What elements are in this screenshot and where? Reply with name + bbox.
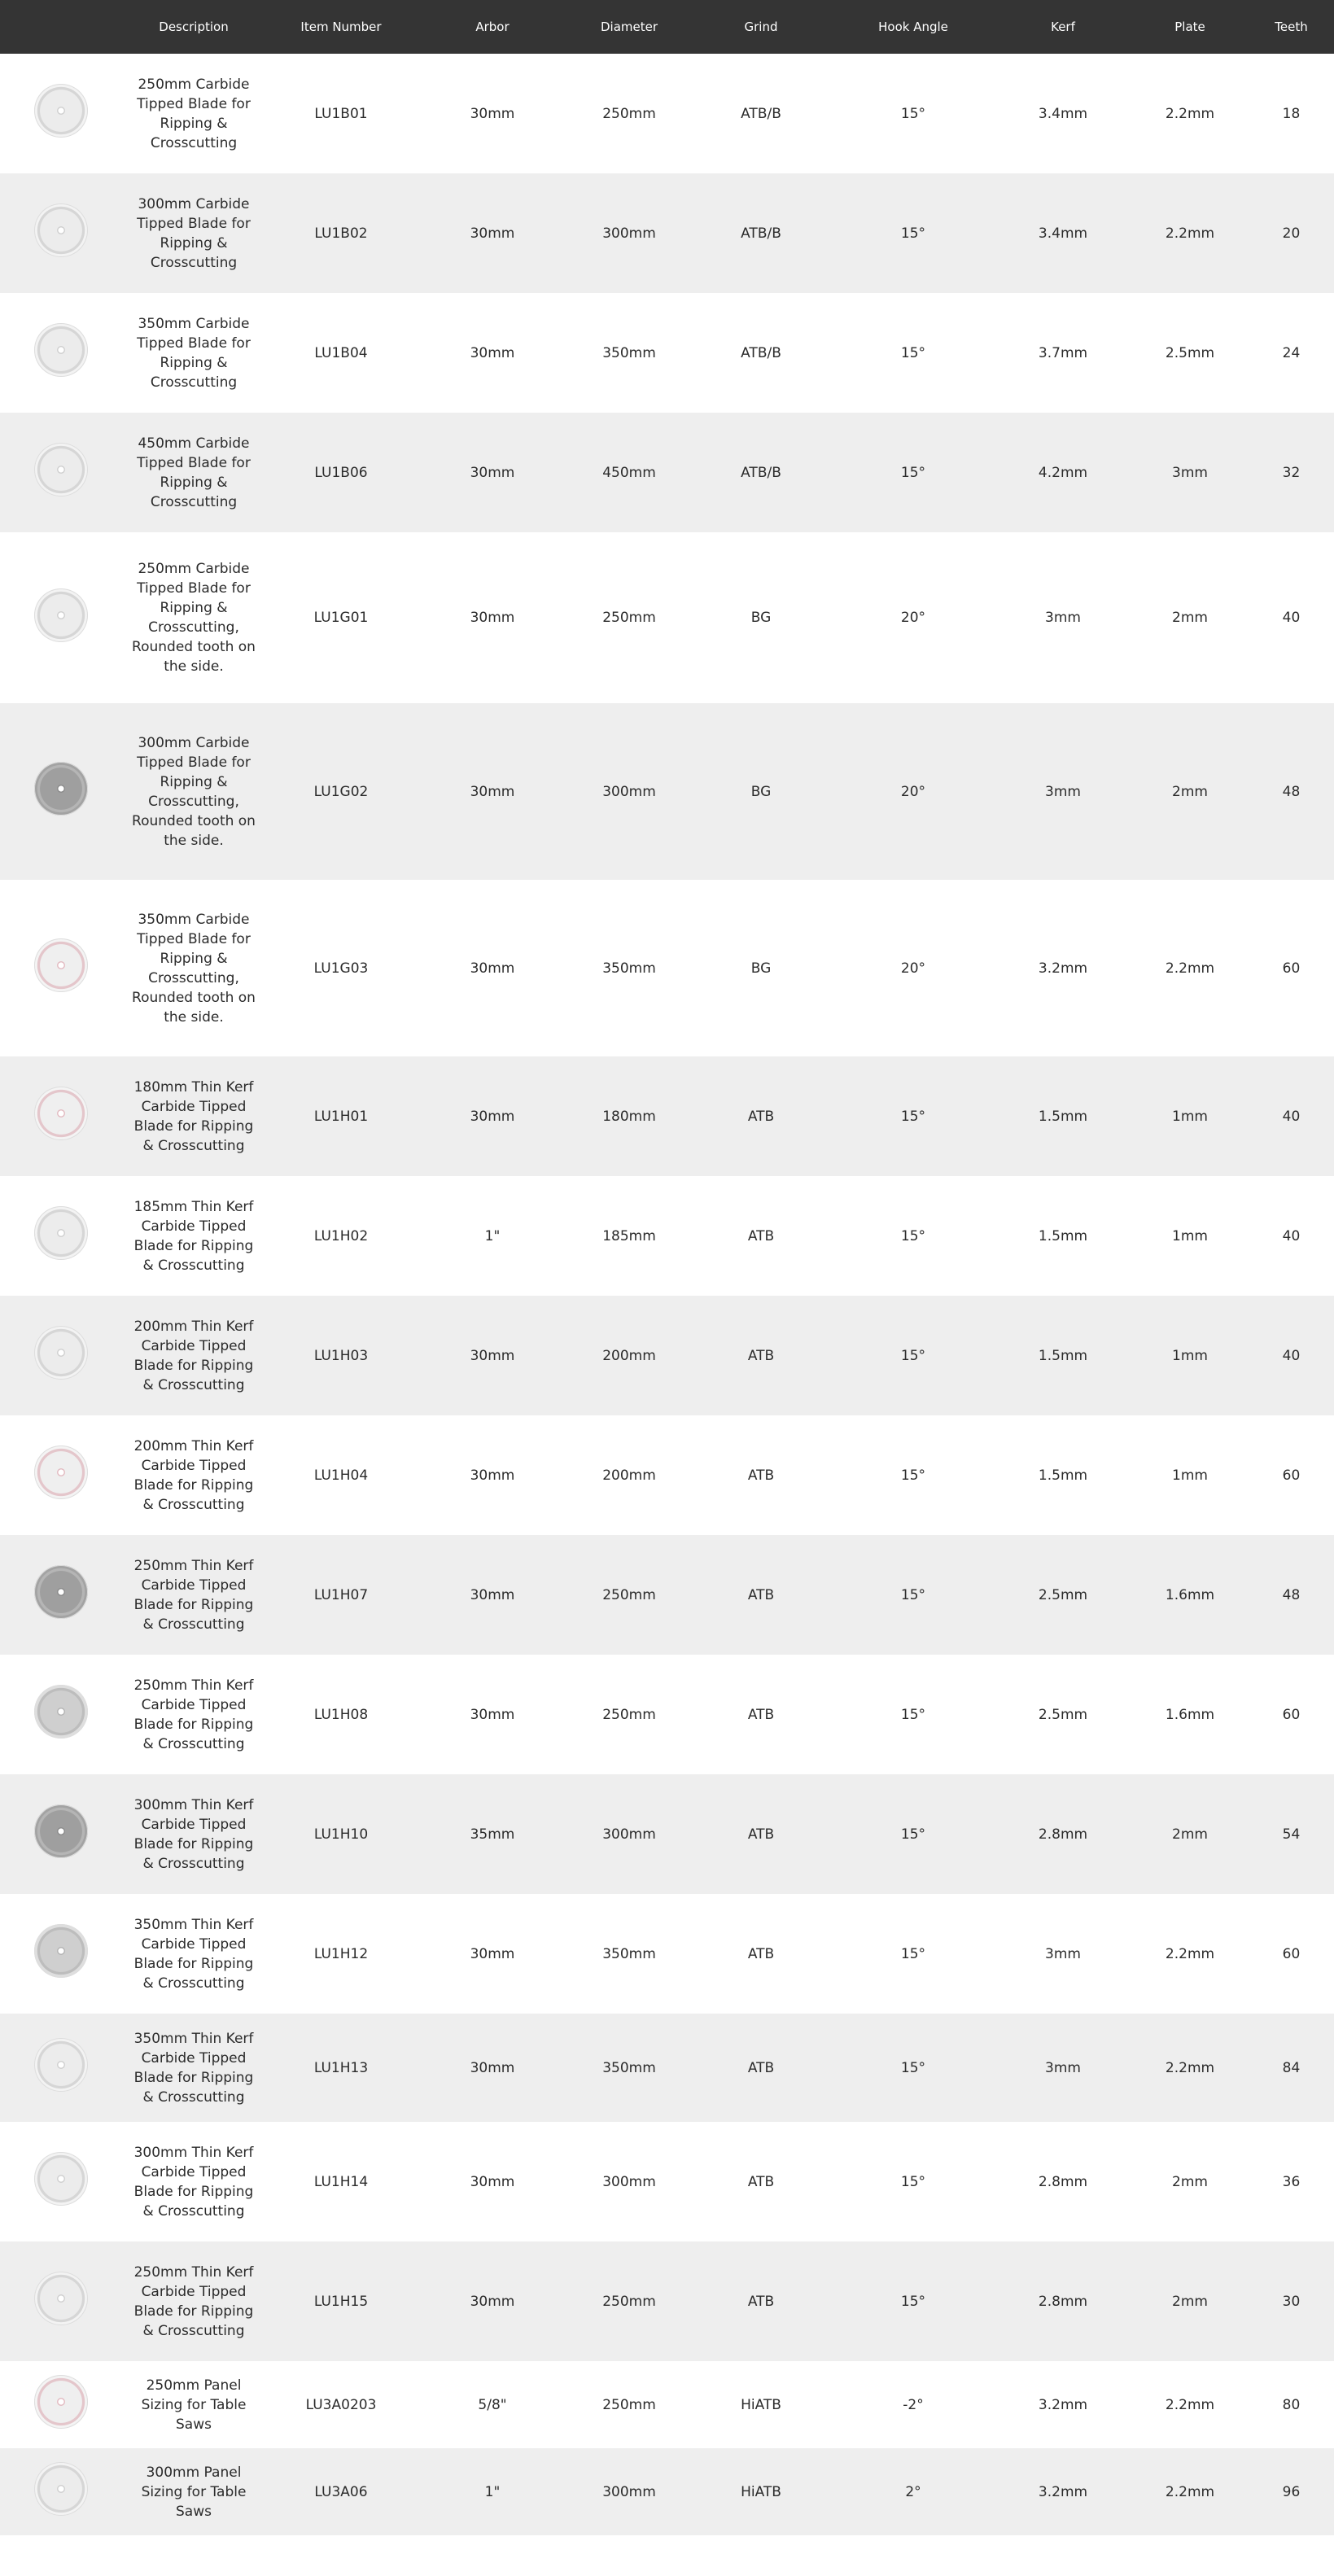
cell-diameter: 450mm	[568, 413, 690, 532]
cell-plate: 2.2mm	[1165, 105, 1215, 122]
cell-grind: HiATB	[690, 2448, 832, 2535]
cell-diameter: 350mm	[602, 960, 656, 977]
cell-description: 250mm Thin Kerf Carbide Tipped Blade for Ripping & Crosscutting	[133, 1677, 254, 1752]
table-row[interactable]	[0, 2448, 1334, 2535]
cell-teeth: 20	[1249, 173, 1334, 293]
cell-diameter: 185mm	[602, 1227, 656, 1244]
saw-blade-icon[interactable]	[34, 323, 88, 377]
cell-grind: ATB/B	[690, 173, 832, 293]
cell-diameter: 300mm	[568, 703, 690, 880]
cell-kerf: 1.5mm	[995, 1296, 1131, 1415]
cell-plate: 1mm	[1131, 1056, 1249, 1176]
cell-grind: ATB	[690, 2241, 832, 2361]
cell-hook-angle: 15°	[832, 1056, 995, 1176]
saw-blade-icon[interactable]	[34, 2038, 88, 2092]
cell-diameter: 300mm	[568, 173, 690, 293]
saw-blade-icon[interactable]	[34, 1924, 88, 1978]
table-row[interactable]	[0, 413, 1334, 532]
cell-image	[0, 2361, 122, 2448]
col-teeth: Teeth	[1249, 0, 1334, 54]
cell-diameter: 250mm	[602, 1706, 656, 1723]
cell-kerf: 4.2mm	[995, 413, 1131, 532]
cell-teeth: 36	[1282, 2173, 1301, 2190]
cell-image	[0, 1535, 122, 1655]
cell-teeth: 80	[1282, 2396, 1301, 2413]
cell-image	[0, 1176, 122, 1296]
cell-plate: 1mm	[1131, 1296, 1249, 1415]
cell-plate: 1mm	[1172, 1227, 1208, 1244]
cell-kerf: 1.5mm	[1038, 1227, 1088, 1244]
cell-grind: ATB	[747, 1227, 775, 1244]
cell-item-number: LU1B04	[314, 344, 368, 361]
saw-blade-icon[interactable]	[34, 1685, 88, 1738]
table-row[interactable]	[0, 1415, 1334, 1535]
cell-grind: ATB	[747, 1467, 775, 1484]
cell-plate: 2.2mm	[1131, 173, 1249, 293]
cell-plate: 2mm	[1172, 2173, 1208, 2190]
saw-blade-icon[interactable]	[34, 1326, 88, 1380]
cell-arbor: 30mm	[470, 344, 515, 361]
saw-blade-icon[interactable]	[34, 2272, 88, 2325]
cell-description: 200mm Thin Kerf Carbide Tipped Blade for Ripping & Crosscutting	[122, 1296, 265, 1415]
cell-arbor: 30mm	[470, 960, 515, 977]
cell-arbor: 30mm	[417, 173, 568, 293]
col-diameter: Diameter	[568, 0, 690, 54]
cell-item-number: LU1H15	[265, 2241, 417, 2361]
saw-blade-icon[interactable]	[34, 443, 88, 496]
cell-description: 350mm Carbide Tipped Blade for Ripping & Crosscutting	[137, 315, 251, 391]
cell-arbor: 1"	[417, 2448, 568, 2535]
table-row[interactable]	[0, 1296, 1334, 1415]
cell-hook-angle: 15°	[832, 173, 995, 293]
cell-teeth: 40	[1282, 610, 1301, 626]
cell-plate: 1.6mm	[1131, 1535, 1249, 1655]
cell-plate: 2.5mm	[1165, 344, 1215, 361]
table-row[interactable]	[0, 1774, 1334, 1894]
cell-item-number: LU1H10	[265, 1774, 417, 1894]
cell-description: 250mm Thin Kerf Carbide Tipped Blade for Ripping & Crosscutting	[122, 1535, 265, 1655]
cell-plate: 2.2mm	[1131, 2448, 1249, 2535]
table-row[interactable]	[0, 1655, 1334, 1774]
cell-item-number: LU1H12	[313, 1945, 369, 1962]
cell-image	[0, 173, 122, 293]
cell-arbor: 30mm	[417, 1535, 568, 1655]
cell-plate: 2.2mm	[1165, 1945, 1215, 1962]
cell-grind: ATB/B	[741, 105, 781, 122]
cell-grind: HiATB	[741, 2396, 781, 2413]
cell-hook-angle: 15°	[832, 2014, 995, 2122]
table-row[interactable]	[0, 173, 1334, 293]
cell-plate: 3mm	[1131, 413, 1249, 532]
cell-plate: 1mm	[1172, 1467, 1208, 1484]
cell-grind: ATB	[747, 1706, 775, 1723]
cell-grind: ATB	[690, 1774, 832, 1894]
cell-arbor: 1"	[484, 1227, 501, 1244]
cell-image	[0, 2448, 122, 2535]
cell-description: 250mm Carbide Tipped Blade for Ripping & Crosscutting	[137, 76, 251, 151]
cell-kerf: 2.5mm	[995, 1535, 1131, 1655]
cell-image	[0, 1056, 122, 1176]
cell-hook-angle: 15°	[900, 1706, 926, 1723]
cell-kerf: 3.2mm	[995, 2448, 1131, 2535]
col-hook-angle: Hook Angle	[832, 0, 995, 54]
cell-description: 180mm Thin Kerf Carbide Tipped Blade for Ripping & Crosscutting	[122, 1056, 265, 1176]
saw-blade-icon[interactable]	[34, 1445, 88, 1499]
cell-diameter: 300mm	[602, 2173, 656, 2190]
cell-arbor: 30mm	[417, 413, 568, 532]
cell-kerf: 1.5mm	[995, 1056, 1131, 1176]
cell-kerf: 2.8mm	[1038, 2173, 1088, 2190]
cell-kerf: 2.5mm	[1038, 1706, 1088, 1723]
cell-grind: ATB/B	[690, 413, 832, 532]
cell-description: 250mm Carbide Tipped Blade for Ripping & Crosscutting, Rounded tooth on the side.	[132, 561, 256, 675]
cell-hook-angle: 15°	[900, 1227, 926, 1244]
cell-item-number: LU1G01	[313, 610, 369, 626]
cell-description: 300mm Carbide Tipped Blade for Ripping & Crosscutting, Rounded tooth on the side.	[122, 703, 265, 880]
table-header	[0, 0, 1334, 54]
cell-grind: BG	[750, 960, 772, 977]
cell-image	[0, 1774, 122, 1894]
cell-description: 350mm Thin Kerf Carbide Tipped Blade for Ripping & Crosscutting	[122, 2014, 265, 2122]
cell-grind: BG	[750, 610, 772, 626]
cell-hook-angle: 2°	[832, 2448, 995, 2535]
cell-arbor: 30mm	[417, 1296, 568, 1415]
cell-item-number: LU1H01	[265, 1056, 417, 1176]
cell-hook-angle: 15°	[832, 1774, 995, 1894]
saw-blade-icon[interactable]	[34, 762, 88, 816]
cell-arbor: 30mm	[470, 1467, 515, 1484]
cell-teeth: 30	[1249, 2241, 1334, 2361]
cell-image	[0, 1415, 122, 1535]
cell-teeth: 60	[1282, 1706, 1301, 1723]
cell-grind: ATB	[690, 2014, 832, 2122]
saw-blade-icon[interactable]	[34, 84, 88, 138]
table-row[interactable]	[0, 2122, 1334, 2241]
cell-description: 300mm Panel Sizing for Table Saws	[122, 2448, 265, 2535]
table-row[interactable]	[0, 1894, 1334, 2014]
cell-plate: 2mm	[1131, 703, 1249, 880]
cell-teeth: 48	[1249, 1535, 1334, 1655]
cell-kerf: 3.4mm	[995, 173, 1131, 293]
cell-diameter: 250mm	[602, 105, 656, 122]
col-kerf: Kerf	[995, 0, 1131, 54]
col-item-number: Item Number	[265, 0, 417, 54]
cell-teeth: 54	[1249, 1774, 1334, 1894]
cell-diameter: 200mm	[602, 1467, 656, 1484]
cell-arbor: 30mm	[470, 610, 515, 626]
cell-image	[0, 880, 122, 1056]
cell-diameter: 250mm	[602, 610, 656, 626]
cell-plate: 2.2mm	[1165, 960, 1215, 977]
cell-description: 300mm Thin Kerf Carbide Tipped Blade for Ripping & Crosscutting	[122, 1774, 265, 1894]
cell-image	[0, 2241, 122, 2361]
cell-hook-angle: 15°	[900, 1945, 926, 1962]
cell-hook-angle: 15°	[832, 413, 995, 532]
cell-item-number: LU1H13	[265, 2014, 417, 2122]
col-description: Description	[122, 0, 265, 54]
cell-hook-angle: 20°	[900, 610, 926, 626]
cell-grind: ATB	[690, 1056, 832, 1176]
table-row[interactable]	[0, 293, 1334, 413]
table-row[interactable]	[0, 1535, 1334, 1655]
cell-item-number: LU1B01	[314, 105, 368, 122]
cell-kerf: 2.8mm	[995, 2241, 1131, 2361]
cell-image	[0, 413, 122, 532]
cell-arbor: 30mm	[470, 1945, 515, 1962]
cell-item-number: LU1H04	[313, 1467, 369, 1484]
cell-diameter: 350mm	[602, 344, 656, 361]
cell-description: 450mm Carbide Tipped Blade for Ripping & Crosscutting	[122, 413, 265, 532]
cell-hook-angle: 15°	[900, 344, 926, 361]
cell-teeth: 48	[1249, 703, 1334, 880]
cell-item-number: LU1H02	[313, 1227, 369, 1244]
cell-arbor: 30mm	[470, 2173, 515, 2190]
cell-teeth: 40	[1249, 1296, 1334, 1415]
cell-teeth: 60	[1282, 1467, 1301, 1484]
cell-description: 300mm Thin Kerf Carbide Tipped Blade for Ripping & Crosscutting	[133, 2144, 254, 2220]
table-row[interactable]	[0, 532, 1334, 703]
cell-kerf: 3.2mm	[1038, 2396, 1088, 2413]
table-row[interactable]	[0, 880, 1334, 1056]
cell-description: 250mm Panel Sizing for Table Saws	[141, 2377, 247, 2433]
cell-hook-angle: 20°	[832, 703, 995, 880]
cell-teeth: 18	[1282, 105, 1301, 122]
table-row[interactable]	[0, 1056, 1334, 1176]
cell-kerf: 1.5mm	[1038, 1467, 1088, 1484]
cell-description: 350mm Carbide Tipped Blade for Ripping & Crosscutting, Rounded tooth on the side.	[132, 911, 256, 1026]
cell-diameter: 180mm	[568, 1056, 690, 1176]
col-plate: Plate	[1131, 0, 1249, 54]
cell-teeth: 96	[1249, 2448, 1334, 2535]
cell-grind: ATB	[747, 2173, 775, 2190]
cell-plate: 2mm	[1131, 1774, 1249, 1894]
cell-plate: 2mm	[1131, 2241, 1249, 2361]
cell-description: 300mm Carbide Tipped Blade for Ripping & Crosscutting	[122, 173, 265, 293]
col-arbor: Arbor	[417, 0, 568, 54]
cell-item-number: LU1B06	[265, 413, 417, 532]
cell-hook-angle: 15°	[832, 1296, 995, 1415]
cell-plate: 2.2mm	[1165, 2396, 1215, 2413]
saw-blade-icon[interactable]	[34, 588, 88, 642]
cell-teeth: 32	[1249, 413, 1334, 532]
cell-kerf: 3mm	[995, 703, 1131, 880]
cell-grind: ATB	[690, 1296, 832, 1415]
cell-kerf: 3.4mm	[1038, 105, 1088, 122]
cell-image	[0, 1655, 122, 1774]
cell-teeth: 40	[1282, 1227, 1301, 1244]
cell-item-number: LU3A06	[265, 2448, 417, 2535]
saw-blade-icon[interactable]	[34, 2462, 88, 2516]
cell-image	[0, 1296, 122, 1415]
saw-blade-icon[interactable]	[34, 1206, 88, 1260]
cell-item-number: LU1G03	[313, 960, 369, 977]
cell-description: 200mm Thin Kerf Carbide Tipped Blade for Ripping & Crosscutting	[133, 1437, 254, 1513]
cell-grind: BG	[690, 703, 832, 880]
cell-image	[0, 1894, 122, 2014]
table-row[interactable]	[0, 54, 1334, 173]
cell-description: 250mm Thin Kerf Carbide Tipped Blade for Ripping & Crosscutting	[122, 2241, 265, 2361]
saw-blade-icon[interactable]	[34, 2152, 88, 2206]
cell-arbor: 30mm	[417, 703, 568, 880]
cell-arbor: 30mm	[470, 105, 515, 122]
cell-item-number: LU1G02	[265, 703, 417, 880]
cell-arbor: 30mm	[417, 2014, 568, 2122]
cell-kerf: 3.7mm	[1038, 344, 1088, 361]
saw-blade-icon[interactable]	[34, 1087, 88, 1140]
cell-item-number: LU1H08	[313, 1706, 369, 1723]
cell-diameter: 250mm	[602, 2396, 656, 2413]
cell-arbor: 30mm	[470, 1706, 515, 1723]
cell-arbor: 5/8"	[478, 2396, 507, 2413]
cell-image	[0, 703, 122, 880]
cell-diameter: 300mm	[568, 2448, 690, 2535]
cell-grind: ATB/B	[741, 344, 781, 361]
cell-teeth: 24	[1282, 344, 1301, 361]
cell-hook-angle: 15°	[832, 1535, 995, 1655]
col-grind: Grind	[690, 0, 832, 54]
table-row[interactable]	[0, 1176, 1334, 1296]
cell-plate: 2mm	[1172, 610, 1208, 626]
cell-plate: 2.2mm	[1131, 2014, 1249, 2122]
cell-description: 350mm Thin Kerf Carbide Tipped Blade for Ripping & Crosscutting	[133, 1916, 254, 1992]
cell-item-number: LU1H14	[313, 2173, 369, 2190]
cell-description: 185mm Thin Kerf Carbide Tipped Blade for Ripping & Crosscutting	[133, 1198, 254, 1274]
cell-image	[0, 293, 122, 413]
cell-kerf: 3mm	[1045, 1945, 1081, 1962]
cell-plate: 1.6mm	[1165, 1706, 1215, 1723]
cell-kerf: 3mm	[1045, 610, 1081, 626]
cell-diameter: 350mm	[602, 1945, 656, 1962]
cell-image	[0, 532, 122, 703]
cell-arbor: 30mm	[417, 2241, 568, 2361]
cell-diameter: 350mm	[568, 2014, 690, 2122]
cell-arbor: 35mm	[417, 1774, 568, 1894]
table-body	[0, 54, 1334, 2535]
cell-arbor: 30mm	[417, 1056, 568, 1176]
cell-image	[0, 2122, 122, 2241]
cell-hook-angle: 15°	[900, 2173, 926, 2190]
table-row[interactable]	[0, 703, 1334, 880]
cell-teeth: 40	[1249, 1056, 1334, 1176]
cell-image	[0, 2014, 122, 2122]
cell-grind: ATB	[747, 1945, 775, 1962]
cell-teeth: 84	[1249, 2014, 1334, 2122]
cell-item-number: LU1H03	[265, 1296, 417, 1415]
col-image	[0, 0, 122, 54]
cell-hook-angle: 15°	[900, 105, 926, 122]
table-row[interactable]	[0, 2241, 1334, 2361]
cell-diameter: 250mm	[568, 1535, 690, 1655]
cell-kerf: 3mm	[995, 2014, 1131, 2122]
cell-diameter: 200mm	[568, 1296, 690, 1415]
cell-item-number: LU1H07	[265, 1535, 417, 1655]
cell-teeth: 60	[1282, 1945, 1301, 1962]
cell-item-number: LU1B02	[265, 173, 417, 293]
saw-blade-icon[interactable]	[34, 203, 88, 257]
cell-diameter: 300mm	[568, 1774, 690, 1894]
cell-item-number: LU3A0203	[305, 2396, 377, 2413]
saw-blade-icon[interactable]	[34, 2375, 88, 2429]
cell-hook-angle: 20°	[900, 960, 926, 977]
table-row[interactable]	[0, 2014, 1334, 2122]
saw-blade-icon[interactable]	[34, 938, 88, 992]
cell-grind: ATB	[690, 1535, 832, 1655]
cell-hook-angle: 15°	[900, 1467, 926, 1484]
cell-kerf: 2.8mm	[995, 1774, 1131, 1894]
cell-kerf: 3.2mm	[1038, 960, 1088, 977]
cell-hook-angle: 15°	[832, 2241, 995, 2361]
cell-hook-angle: -2°	[903, 2396, 924, 2413]
cell-teeth: 60	[1282, 960, 1301, 977]
saw-blade-icon[interactable]	[34, 1804, 88, 1858]
table-row[interactable]	[0, 2361, 1334, 2448]
saw-blade-icon[interactable]	[34, 1565, 88, 1619]
cell-diameter: 250mm	[568, 2241, 690, 2361]
cell-image	[0, 54, 122, 173]
